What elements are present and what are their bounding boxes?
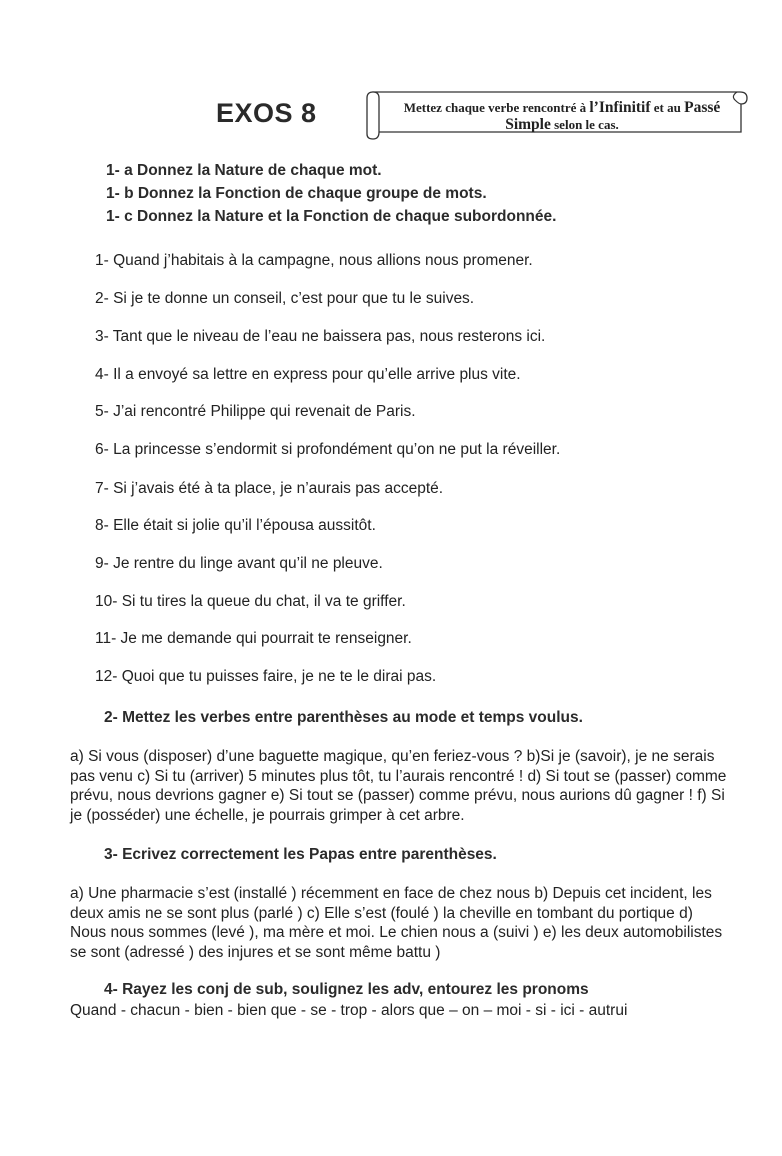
sentence-9: 9- Je rentre du linge avant qu’il ne pleuve. xyxy=(95,555,383,572)
question-3-text: a) Une pharmacie s’est (installé ) récemment en face de chez nous b) Depuis cet incident, les deux amis ne se sont plus (parlé ) c) Elle s’est (foulé ) la cheville en tombant du portique d) Nous nous sommes (levé ), ma mère et moi. Le chien nous a (suivi ) e) les deux automobilistes se sont (adressé ) des injures et se sont même battu ) xyxy=(70,885,723,961)
sentence-11: 11- Je me demande qui pourrait te renseigner. xyxy=(95,630,412,647)
sentence-6: 6- La princesse s’endormit si profondément qu’on ne put la réveiller. xyxy=(95,441,561,458)
question-2-heading: 2- Mettez les verbes entre parenthèses au mode et temps voulus. xyxy=(104,709,583,726)
sentence-4: 4- Il a envoyé sa lettre en express pour qu’elle arrive plus vite. xyxy=(95,366,521,383)
sentence-8: 8- Elle était si jolie qu’il l’épousa aussitôt. xyxy=(95,517,376,534)
question-1c: 1- c Donnez la Nature et la Fonction de chaque subordonnée. xyxy=(106,208,557,225)
sentence-10: 10- Si tu tires la queue du chat, il va te griffer. xyxy=(95,593,406,610)
question-3-heading: 3- Ecrivez correctement les Papas entre parenthèses. xyxy=(104,846,497,863)
sentence-7: 7- Si j’avais été à ta place, je n’aurais pas accepté. xyxy=(95,480,444,497)
sentence-2: 2- Si je te donne un conseil, c’est pour que tu le suives. xyxy=(95,290,475,307)
question-4-word-list: Quand - chacun - bien - bien que - se - trop - alors que – on – moi - si - ici - autrui xyxy=(70,1002,628,1019)
page-title: EXOS 8 xyxy=(216,98,317,128)
question-2-text: a) Si vous (disposer) d’une baguette magique, qu’en feriez-vous ? b)Si je (savoir), je ne serais pas venu c) Si tu (arriver) 5 minutes plus tôt, tu l’aurais rencontré ! d) Si tout se (passer) comme prévu, nous devrions gagner e) Si tout se (passer) comme prévu, nous aurions dû gagner ! f) Si je (posséder) une échelle, je pourrais grimper à cet arbre. xyxy=(70,748,727,824)
question-1a: 1- a Donnez la Nature de chaque mot. xyxy=(106,162,382,179)
instruction-text: Mettez chaque verbe rencontré à l’Infinitif et au Passé Simple selon le cas. xyxy=(403,99,721,133)
sentence-5: 5- J’ai rencontré Philippe qui revenait de Paris. xyxy=(95,403,416,420)
instruction-scroll-box xyxy=(365,86,750,140)
sentence-3: 3- Tant que le niveau de l’eau ne baissera pas, nous resterons ici. xyxy=(95,328,546,345)
sentence-1: 1- Quand j’habitais à la campagne, nous allions nous promener. xyxy=(95,252,533,269)
sentence-12: 12- Quoi que tu puisses faire, je ne te le dirai pas. xyxy=(95,668,437,685)
question-4-heading: 4- Rayez les conj de sub, soulignez les adv, entourez les pronoms xyxy=(104,981,589,998)
question-1b: 1- b Donnez la Fonction de chaque groupe de mots. xyxy=(106,185,487,202)
